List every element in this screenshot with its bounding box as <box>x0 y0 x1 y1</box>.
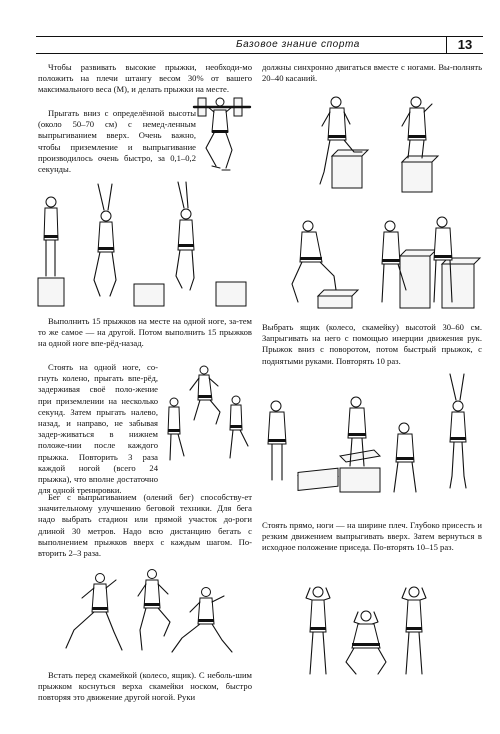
one-leg-hop-sequence <box>160 360 256 470</box>
box-jump-down-turn-sequence <box>282 212 482 312</box>
left-paragraph-1: Чтобы развивать высокие прыжки, необходи-мо положить на плечи штангу весом 30% от вашего максимального веса (М), и делать прыжки на месте. <box>38 62 252 95</box>
running-header <box>36 36 482 54</box>
box-depth-jump-sequence <box>36 180 250 312</box>
bound-running-sequence <box>60 568 240 660</box>
header-title: Базовое знание спорта <box>236 39 360 50</box>
page-number: 13 <box>446 36 483 54</box>
left-paragraph-3: Выполнить 15 прыжков на месте на одной ноге, за-тем то же самое — на другой. Потом выполнить 15 прыжков на одной ноге впе-рёд-назад. <box>38 316 252 349</box>
bench-toe-touch-figure <box>304 92 464 200</box>
right-paragraph-2: Выбрать ящик (колесо, скамейку) высотой 30–60 см. Запрыгивать на него с помощью инерции движения рук. Прыжок вниз с поворотом, потом быстрый прыжок, с поднятыми руками. Повторять 10 раз. <box>262 322 482 366</box>
left-paragraph-2: Прыгать вниз с определённой высоты (около 50–70 см) с немед-ленным выпрыгиванием вверх. Очень важно, чтобы приземление и выпрыгивание производилось очень быстро, за 0,1–0,2 секунды. <box>38 108 196 175</box>
left-paragraph-4: Стоять на одной ноге, со-гнуть колено, прыгать впе-рёд, задерживая своё поло-жение при приземлении на несколько секунд. Затем прыгать налево, назад, и направо, не забывая задер-живаться в нижнем положе-нии после каждого прыжка. Повторить 3 раза каждой ногой (всего 24 прыжка), что вполне достаточно для одной тренировки. <box>38 362 158 496</box>
right-paragraph-1: должны синхронно двигаться вместе с ногами. Вы-полнять 20–40 касаний. <box>262 62 482 84</box>
box-jump-up-sequence <box>264 372 482 504</box>
squat-jump-sequence <box>296 578 446 682</box>
right-paragraph-3: Стоять прямо, ноги — на ширине плеч. Глубоко присесть и резким движением выпрыгивать вверх. Затем вернуться в исходное положение приседа. По-вторять 10–15 раз. <box>262 520 482 553</box>
left-paragraph-6: Встать перед скамейкой (колесо, ящик). С неболь-шим прыжком коснуться верха скамейки носком, быстро повторяя это движение другой ногой. Руки <box>38 670 252 703</box>
barbell-squat-jump-figure <box>190 92 254 178</box>
left-paragraph-5: Бег с выпрыгиванием (олений бег) способству-ет значительному улучшению беговой техники. Для бега надо выбрать стадион или прямой участок до-роги длиной 30 метров. Надо всю дистанцию бегать с выполнением прыжков вверх с каждым шагом. По-вторить 2–3 раза. <box>38 492 252 559</box>
